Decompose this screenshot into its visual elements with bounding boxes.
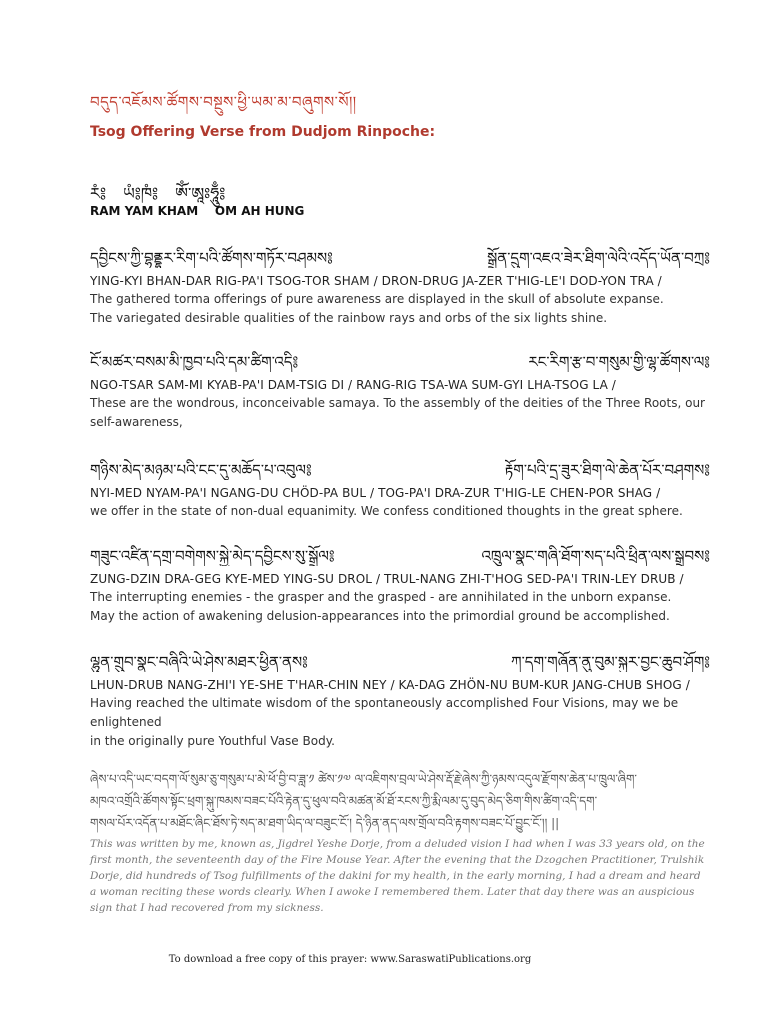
verse-4 [90,540,710,626]
verse-transliteration: YING-KYI BHAN-DAR RIG-PA'I TSOG-TOR SHAM / DRON-DRUG JA-ZER T'HIG-LE'I DOD-YON TRA / [90,274,662,288]
verse-translation [90,588,710,626]
verse-5 [90,646,710,751]
translation-line: These are the wondrous, inconceivable samaya. To the assembly of the deities of the Three Roots, our [90,396,705,410]
verse-translation [90,694,710,751]
colophon [90,768,710,916]
verse-tibetan-right: འཁྲུལ་སྣང་གཞི་ཐོག་སད་པའི་ཕྲིན་ལས་སྒྲུབས༔ [481,547,710,565]
translation-line: May the action of awakening delusion-appearances into the primordial ground be accomplished. [90,609,670,623]
verse-tibetan-right: རང་རིག་རྩ་བ་གསུམ་གྱི་ལྷ་ཚོགས་ལ༔ [528,353,710,371]
verse-tibetan-left: གཉིས་མེད་མཉམ་པའི་ངང་དུ་མཆོད་པ་འབུལ༔ [90,461,312,479]
colophon-english: This was written by me, known as, Jigdrel Yeshe Dorje, from a deluded vision I had when I was 33 years old, on the first month, the seventeenth day of the Fire Mouse Year. After the evening that the Dzogchen Practitioner, Trulshik Dorje, did hundreds of Tsog fulfillments of the dakini for my health, in the early morning, I had a dream and heard a woman reciting these words clearly. When I awoke I remembered them. Later that day there was an auspicious sign that I had recovered from my sickness. [90,838,705,914]
verse-1 [90,242,710,328]
verse-3 [90,454,710,521]
colophon-tibetan-line: ཞེས་པ་འདི་ཡང་བདག་ལོ་སུམ་ཅུ་གསུམ་པ་མེ་ཕོ་བྱི་བ་ཟླ་༡ ཚེས་༡༧ ལ་འཇིགས་བྲལ་ཡེ་ཤེས་རྡོ་རྗེ་ཞེས་ཀྱི་ཉམས་འདུལ་རྫོགས་ཆེན་པ་ཁྲུལ་ཞིག་ [90,772,637,786]
verse-tibetan-right: རྟོག་པའི་དྲ་ཟུར་ཐིག་ལེ་ཆེན་པོར་བཤགས༔ [504,461,710,479]
verse-tibetan-left: དབྱིངས་ཀྱི་བྷནྡྷར་རིག་པའི་ཚོགས་གཏོར་བཤམས༔ [90,249,333,267]
translation-line: The interrupting enemies - the grasper and the grasped - are annihilated in the unborn expanse. [90,590,672,604]
translation-line: The gathered torma offerings of pure awareness are displayed in the skull of absolute expanse. [90,292,664,306]
verse-tibetan-left: གཟུང་འཛིན་དགྲ་བགེགས་སྐྱེ་མེད་དབྱིངས་སུ་སྒྲོལ༔ [90,547,335,565]
verse-transliteration: NYI-MED NYAM-PA'I NGANG-DU CHÖD-PA BUL / TOG-PA'I DRA-ZUR T'HIG-LE CHEN-POR SHAG / [90,486,661,500]
verse-tibetan-right: སྒྲོན་དྲུག་འཇའ་ཟེར་ཐིག་ལེའི་འདོད་ཡོན་བཀྲ༔ [487,249,710,267]
translation-line: we offer in the state of non-dual equanimity. We confess conditioned thoughts in the great sphere. [90,504,683,518]
footer-download-note: To download a free copy of this prayer: www.SaraswatiPublications.org [168,954,532,965]
tibetan-title: བདུད་འཇོམས་ཚོགས་བསྔུས་ཕྱི་ཡམ་མ་བཞུགས་སོ།། [90,93,357,111]
verse-transliteration: NGO-TSAR SAM-MI KYAB-PA'I DAM-TSIG DI / RANG-RIG TSA-WA SUM-GYI LHA-TSOG LA / [90,378,616,392]
colophon-tibetan-line: མཁའ་འགྲོའི་ཚོགས་སྟོང་ཕྲག་སྐུ་ཁམས་བཟང་པོའི་རྟེན་དུ་ཕུལ་བའི་མཚན་མོ་ཐོ་རངས་ཀྱི་རྨི་ལམ་དུ་བུད་མེད་ཅིག་གིས་ཚིག་འདི་དག་ [90,794,598,808]
verse-translation [90,394,710,432]
translation-line: self-awareness, [90,415,183,429]
translation-line: Having reached the ultimate wisdom of the spontaneously accomplished Four Visions, may we be enlightened [90,696,679,729]
mantra-latin: RAM YAM KHAM OM AH HUNG [90,204,305,218]
verse-tibetan-left: ངོ་མཚར་བསམ་མི་ཁྱབ་པའི་དམ་ཚིག་འདི༔ [90,353,299,371]
verse-tibetan-left: ལྷུན་གྲུབ་སྣང་བཞིའི་ཡེ་ཤེས་མཐར་ཕྱིན་ནས༔ [90,653,308,671]
verse-2 [90,346,710,432]
page-title: Tsog Offering Verse from Dudjom Rinpoche: [90,124,436,140]
translation-line: in the originally pure Youthful Vase Body. [90,734,335,748]
colophon-tibetan-line: གསལ་པོར་འདོན་པ་མཐོང་ཞིང་ཐོས་ཏེ་སད་མ་ཐག་ཡིད་ལ་བཟུང་ངོ་། དེ་ཉིན་ནད་ལས་གྲོལ་བའི་རྟགས་བཟང་པོ་བྱུང་ངོ་།། || [90,816,560,830]
verse-translation [90,290,710,328]
colophon-tibetan [90,768,710,834]
verse-transliteration: LHUN-DRUB NANG-ZHI'I YE-SHE T'HAR-CHIN NEY / KA-DAG ZHÖN-NU BUM-KUR JANG-CHUB SHOG / [90,678,690,692]
translation-line: The variegated desirable qualities of the rainbow rays and orbs of the six lights shine. [90,311,608,325]
mantra-tibetan: རཾ༔ ཡཾ༔ཁཾ༔ ཨོཾ་ཨཱཿཧཱུྃ༔ [90,184,226,203]
verse-translation [90,502,710,521]
verse-tibetan-right: ཀ་དག་གཞོན་ནུ་བུམ་སྐུར་བྱང་ཆུབ་ཤོག༔ [511,653,710,671]
verse-transliteration: ZUNG-DZIN DRA-GEG KYE-MED YING-SU DROL / TRUL-NANG ZHI-T'HOG SED-PA'I TRIN-LEY DRUB / [90,572,684,586]
